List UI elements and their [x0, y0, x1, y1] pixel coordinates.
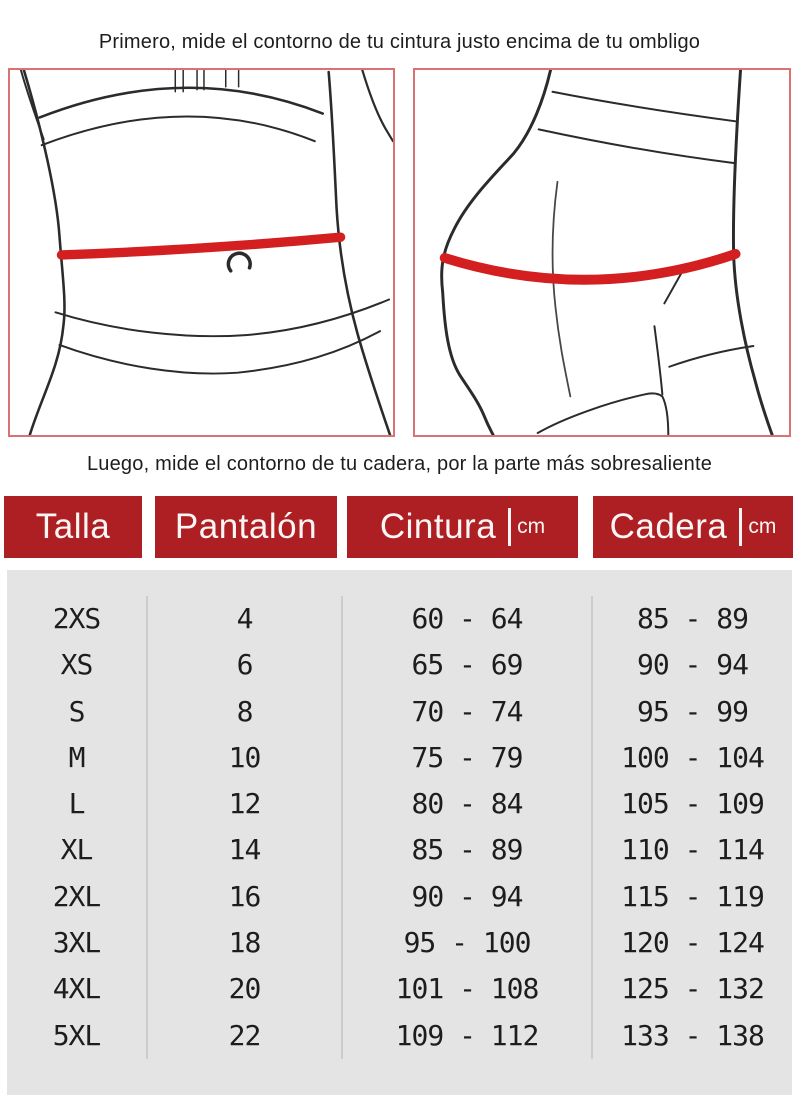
talla-value: L — [68, 787, 85, 821]
cadera-range: 95 - 99 — [636, 694, 748, 728]
cintura-range: 80 - 84 — [411, 787, 523, 821]
pantalon-value: 22 — [228, 1018, 261, 1052]
header-label-talla: Talla — [35, 507, 111, 546]
cintura-range: 60 - 64 — [411, 602, 523, 635]
cadera-range: 115 - 119 — [621, 879, 764, 913]
hip-measuring-band — [445, 254, 736, 280]
cadera-range: 85 - 89 — [636, 602, 748, 635]
talla-value: 4XL — [52, 972, 101, 1006]
waist-measurement-illustration — [10, 70, 393, 435]
cadera-range: 110 - 114 — [621, 833, 764, 867]
header-cell-pantalon — [148, 496, 343, 558]
waist-instruction-text: Primero, mide el contorno de tu cintura justo encima de tu ombligo — [98, 31, 701, 53]
cintura-range: 65 - 69 — [411, 648, 523, 682]
pantalon-value: 12 — [228, 787, 261, 821]
header-label-cadera: Cadera — [609, 507, 728, 546]
header-cell-cintura — [343, 496, 593, 558]
talla-value: S — [68, 694, 85, 728]
pantalon-value: 10 — [228, 740, 261, 774]
hip-measurement-illustration — [415, 70, 789, 435]
cadera-range: 133 - 138 — [621, 1018, 764, 1052]
cintura-range: 109 - 112 — [395, 1018, 539, 1052]
pantalon-value: 18 — [228, 926, 261, 960]
navel-mark — [228, 253, 250, 271]
cintura-range: 90 - 94 — [411, 879, 523, 913]
column-cintura — [343, 596, 593, 1059]
talla-value: XL — [60, 833, 93, 867]
column-pantalon — [148, 596, 343, 1059]
cintura-range: 101 - 108 — [395, 972, 539, 1006]
header-cell-cadera — [593, 496, 799, 558]
unit-divider-bar — [739, 508, 742, 546]
cintura-range: 70 - 74 — [411, 694, 523, 728]
pantalon-value: 4 — [236, 602, 253, 635]
talla-value: 5XL — [52, 1018, 101, 1052]
talla-value: 3XL — [52, 926, 101, 960]
column-cadera — [593, 596, 792, 1059]
talla-value: 2XL — [52, 879, 101, 913]
size-table-header — [0, 496, 799, 558]
cintura-range: 85 - 89 — [411, 833, 523, 867]
pantalon-value: 20 — [228, 972, 261, 1006]
header-label-cintura: Cintura — [379, 507, 497, 546]
pantalon-value: 16 — [228, 879, 261, 913]
talla-value: 2XS — [52, 602, 101, 635]
talla-value: M — [68, 740, 85, 774]
measurement-figures — [0, 68, 799, 437]
pantalon-value: 6 — [236, 648, 253, 682]
unit-label-cm: cm — [517, 515, 546, 538]
size-table-body — [7, 570, 792, 1095]
unit-divider-bar — [508, 508, 511, 546]
cadera-range: 120 - 124 — [621, 926, 764, 960]
waist-measuring-band — [61, 237, 340, 255]
cintura-range: 95 - 100 — [403, 926, 531, 960]
pantalon-value: 8 — [236, 694, 253, 728]
hip-instruction-text: Luego, mide el contorno de tu cadera, por la parte más sobresaliente — [86, 453, 713, 475]
cintura-range: 75 - 79 — [411, 740, 523, 774]
pantalon-value: 14 — [228, 833, 261, 867]
cadera-range: 100 - 104 — [621, 740, 764, 774]
column-talla — [7, 596, 148, 1059]
talla-value: XS — [60, 648, 93, 682]
cadera-range: 105 - 109 — [621, 787, 764, 821]
header-cell-talla — [0, 496, 148, 558]
header-label-pantalon: Pantalón — [174, 507, 318, 546]
unit-label-cm: cm — [748, 515, 777, 538]
cadera-range: 90 - 94 — [636, 648, 748, 682]
waist-figure-box — [8, 68, 395, 437]
hip-figure-box — [413, 68, 791, 437]
cadera-range: 125 - 132 — [621, 972, 764, 1006]
